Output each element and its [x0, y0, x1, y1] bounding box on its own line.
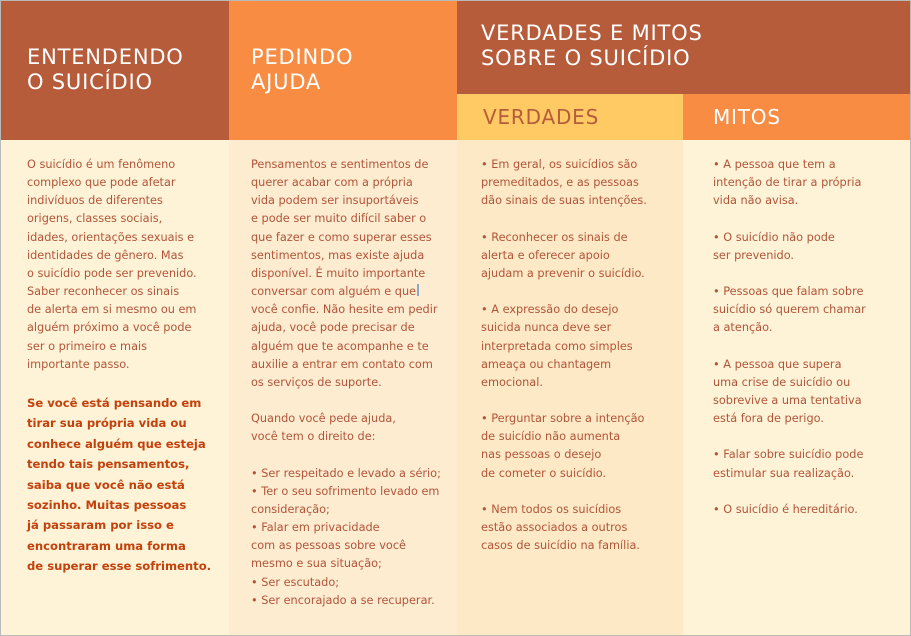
header-understanding	[1, 1, 229, 140]
text-line: tirar sua própria vida ou	[27, 416, 187, 431]
text-line: Saber reconhecer os sinais	[27, 285, 180, 299]
myth-line: ser prevenido.	[713, 248, 794, 262]
spacer	[251, 446, 447, 464]
truth-line: de suicídio não aumenta	[481, 430, 621, 444]
truth-line: • A expressão do desejo	[481, 303, 619, 317]
title-truths-and-myths	[457, 1, 910, 94]
truth-line: • Em geral, os suicídios são	[481, 158, 638, 171]
text-cursor	[417, 284, 419, 296]
body-truths	[457, 140, 683, 635]
text-line: complexo que pode afetar	[27, 176, 176, 190]
text-line: de alerta em si mesmo ou em	[27, 303, 197, 317]
myth-line: • O suicídio é hereditário.	[713, 502, 858, 516]
myths-list	[713, 156, 903, 519]
rights-line: com as pessoas sobre você	[251, 539, 406, 553]
truth-line: interpretada como simples	[481, 339, 633, 353]
text-line: Quando você pede ajuda,	[251, 412, 396, 426]
rights-line: • Ser encorajado a se recuperar.	[251, 593, 435, 607]
rights-line: • Falar em privacidade	[251, 521, 380, 535]
truth-line: suicida nunca deve ser	[481, 321, 612, 335]
text-line: que fazer e como superar esses	[251, 230, 432, 244]
header-asking-help	[229, 1, 457, 140]
text-line: importante passo.	[27, 357, 130, 371]
title-line: VERDADES E MITOS	[481, 21, 703, 45]
text-line: querer acabar com a própria	[251, 176, 413, 190]
truth-line: • Nem todos os suicídios	[481, 502, 622, 516]
truth-line: de cometer o suicídio.	[481, 466, 607, 480]
text-line: Pensamentos e sentimentos de	[251, 158, 429, 171]
text-line: os serviços de suporte.	[251, 375, 382, 389]
column-asking-help	[229, 1, 457, 635]
text-line: você tem o direito de:	[251, 430, 376, 444]
truth-line: premeditados, e as pessoas	[481, 176, 639, 190]
title-line: SOBRE O SUICÍDIO	[481, 46, 691, 70]
spacer	[481, 210, 677, 228]
header-line: PEDINDO	[251, 45, 354, 69]
text-line: você confie. Não hesite em pedir	[251, 303, 438, 317]
text-line: indivíduos de diferentes	[27, 194, 163, 208]
header-understanding-title	[27, 45, 184, 95]
myth-line: • A pessoa que tem a	[713, 158, 836, 171]
text-line: ajuda, você pode precisar de	[251, 321, 415, 335]
text-line: vida podem ser insuportáveis	[251, 194, 419, 208]
myth-line: intenção de tirar a própria	[713, 176, 862, 190]
text-line: encontraram uma forma	[27, 538, 186, 553]
header-myths	[683, 94, 910, 140]
text-line: conhece alguém que esteja	[27, 436, 206, 451]
text-line: o suicídio pode ser prevenido.	[27, 266, 197, 280]
truth-line: emocional.	[481, 375, 543, 389]
myth-line: sobrevive a uma tentativa	[713, 393, 862, 407]
myth-line: está fora de perigo.	[713, 412, 824, 426]
rights-line: • Ter o seu sofrimento levado em	[251, 484, 440, 498]
understanding-paragraph	[27, 156, 217, 374]
myth-line: a atenção.	[713, 321, 773, 335]
column-understanding	[1, 1, 229, 635]
body-asking-help	[229, 140, 457, 635]
text-line: e pode ser muito difícil saber o	[251, 212, 427, 226]
header-myths-label: MITOS	[713, 105, 781, 129]
text-line: Se você está pensando em	[27, 396, 202, 410]
spacer	[713, 210, 903, 228]
spacer	[481, 392, 677, 410]
header-truths-label: VERDADES	[483, 105, 600, 129]
text-line: já passaram por isso e	[27, 518, 174, 533]
body-myths	[683, 140, 910, 635]
truth-line: • Reconhecer os sinais de	[481, 230, 628, 244]
spacer	[713, 428, 903, 446]
text-line: alguém próximo a você pode	[27, 321, 192, 335]
spacer	[713, 483, 903, 501]
text-line: origens, classes sociais,	[27, 212, 163, 226]
truth-line: • Perguntar sobre a intenção	[481, 412, 645, 426]
truth-line: casos de suicídio na família.	[481, 539, 640, 553]
myth-line: • Falar sobre suicídio pode	[713, 448, 864, 462]
text-line: tendo tais pensamentos,	[27, 457, 190, 472]
spacer	[481, 483, 677, 501]
truth-line: nas pessoas o desejo	[481, 448, 602, 462]
body-understanding	[1, 140, 229, 635]
truth-line: estão associados a outros	[481, 521, 628, 535]
truth-line: ajudam a prevenir o suicídio.	[481, 266, 645, 280]
text-line-content: conversar com alguém e que	[251, 285, 417, 299]
myth-line: • A pessoa que supera	[713, 357, 842, 371]
text-line: saiba que você não está	[27, 477, 185, 492]
truth-line: dão sinais de suas intenções.	[481, 194, 647, 208]
text-line: O suicídio é um fenômeno	[27, 158, 176, 171]
header-line: AJUDA	[251, 70, 322, 94]
text-line: disponível. É muito importante	[251, 266, 426, 280]
rights-line: • Ser escutado;	[251, 575, 340, 589]
text-line: sozinho. Muitas pessoas	[27, 498, 187, 513]
header-line: O SUICÍDIO	[27, 70, 153, 94]
myth-line: suicídio só querem chamar	[713, 303, 866, 317]
header-truths	[457, 94, 683, 140]
spacer	[251, 392, 447, 410]
text-line: ser o primeiro e mais	[27, 339, 148, 353]
text-line: idades, orientações sexuais e	[27, 230, 195, 244]
myth-line: vida não avisa.	[713, 194, 799, 208]
truth-line: ameaça ou chantagem	[481, 357, 612, 371]
rights-line: • Ser respeitado e levado a sério;	[251, 466, 441, 480]
spacer	[481, 283, 677, 301]
text-line: auxilie a entrar em contato com	[251, 357, 433, 371]
truth-line: alerta e oferecer apoio	[481, 248, 610, 262]
header-asking-help-title	[251, 45, 353, 95]
understanding-highlight	[27, 393, 223, 577]
myth-line: uma crise de suicídio ou	[713, 375, 851, 389]
truths-list	[481, 156, 677, 555]
myth-line: • O suicídio não pode	[713, 230, 835, 244]
rights-line: consideração;	[251, 502, 330, 516]
spacer	[713, 338, 903, 356]
myth-line: estimular sua realização.	[713, 466, 855, 480]
text-line	[251, 283, 447, 301]
spacer	[713, 265, 903, 283]
text-line: alguém que te acompanhe e te	[251, 339, 429, 353]
myth-line: • Pessoas que falam sobre	[713, 285, 864, 299]
asking-help-text	[251, 156, 447, 610]
text-line: de superar esse sofrimento.	[27, 559, 212, 574]
header-line: ENTENDENDO	[27, 45, 184, 69]
rights-line: mesmo e sua situação;	[251, 557, 382, 571]
text-line: sentimentos, mas existe ajuda	[251, 248, 425, 262]
text-line: identidades de gênero. Mas	[27, 248, 184, 262]
